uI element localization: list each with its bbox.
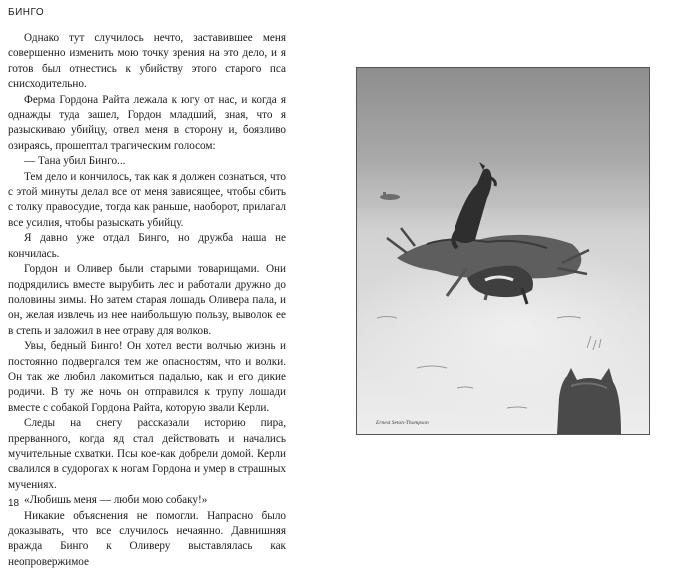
paragraph: Я давно уже отдал Бинго, но дружба наша не кончилась. xyxy=(8,232,286,260)
paragraph: Гордон и Оливер были старыми товарищами. Они подрядились вместе вырубить лес и работали дружно до половины зимы. Но затем старая лошадь Оливера пала, и он, желая извлечь из нее наибольшую пользу, выволок ее в степь и заложил в нее отраву для волков. xyxy=(8,263,286,337)
paragraph: Никакие объяснения не помогли. Напрасно было доказывать, что все случилось нечаянно. Давнишняя вражда Бинго к Оливеру выставлялась как неопровержимое xyxy=(8,509,286,568)
running-head: БИНГО xyxy=(8,7,45,18)
paragraph: Следы на снегу рассказали историю пира, прерванного, когда яд стал действовать и начались мучительные схватки. Псы кое-как добрели домой. Керли свалился в судорогах к ногам Гордона и умер в страшных мучениях. xyxy=(8,417,286,491)
paragraph: Увы, бедный Бинго! Он хотел вести волчью жизнь и постоянно подвергался тем же опасностям, что и волки. Он так же любил лакомиться падалью, как и его дикие родичи. В ту же ночь он отправился к трупу лошади вместе с собакой Гордона Райта, которую звали Керли. xyxy=(8,340,286,414)
paragraph: — Тана убил Бинго... xyxy=(24,155,126,168)
paragraph: Ферма Гордона Райта лежала к югу от нас, и когда я однажды туда зашел, Гордон младший, зная, что я разыскиваю убийцу, отвел меня в сторону и, боязливо озираясь, прошептал трагическим голосом: xyxy=(8,93,286,152)
page-number: 18 xyxy=(8,498,20,509)
illustration-dogs-in-snow xyxy=(356,67,650,435)
illustration-artwork xyxy=(357,68,649,434)
paragraph: Однако тут случилось нечто, заставившее меня совершенно изменить мою точку зрения на это дело, и я готов был отнестись к убийству этого старого пса снисходительно. xyxy=(8,32,286,91)
paragraph: Тем дело и кончилось, так как я должен сознаться, что с этой минуты делал все от меня зависящее, чтобы сбить с толку правосудие, тогда как раньше, наоборот, прилагал все усилия, чтобы разыскать убийцу. xyxy=(8,170,286,229)
body-text xyxy=(8,31,286,570)
paragraph: «Любишь меня — люби мою собаку!» xyxy=(24,494,208,507)
artist-signature: Ernest Seton-Thompson xyxy=(376,420,429,426)
